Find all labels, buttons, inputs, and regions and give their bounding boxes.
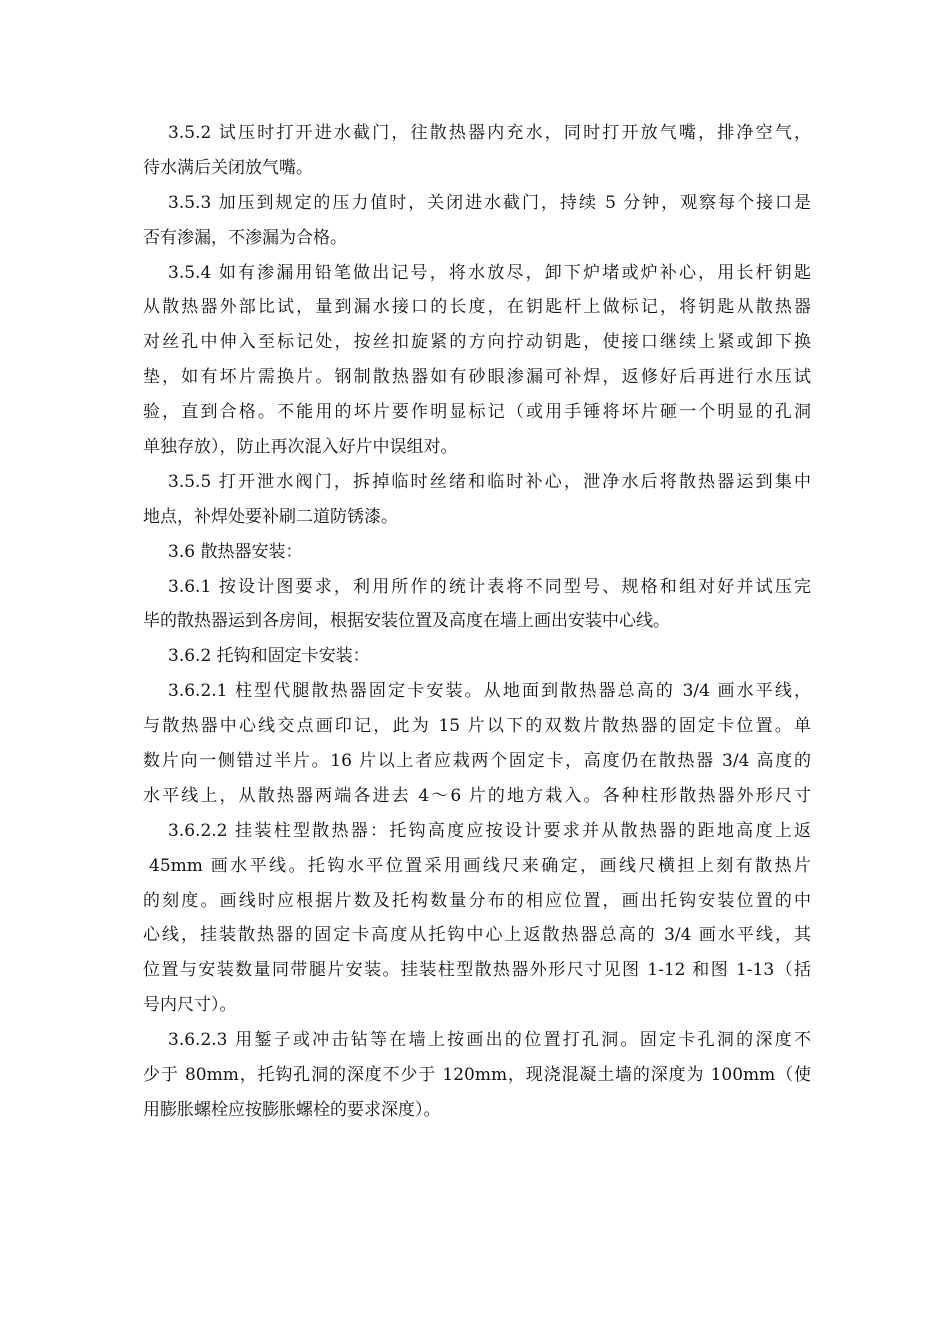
paragraph-3-5-4-line: 垫，如有坏片需换片。钢制散热器如有砂眼渗漏可补焊，返修好后再进行水压试	[143, 367, 811, 388]
paragraph-3-5-3-line: 3.5.3 加压到规定的压力值时，关闭进水截门，持续 5 分钟，观察每个接口是	[168, 192, 811, 213]
paragraph-3-5-2-line: 3.5.2 试压时打开进水截门，往散热器内充水，同时打开放气嘴，排净空气，	[168, 123, 811, 143]
paragraph-3-5-4-line: 单独存放），防止再次混入好片中误组对。	[143, 437, 458, 458]
paragraph-3-5-3-line: 否有渗漏，不渗漏为合格。	[143, 227, 347, 248]
paragraph-3-5-4-line: 验，直到合格。不能用的坏片要作明显标记（或用手锤将坏片砸一个明显的孔洞	[143, 402, 811, 423]
paragraph-3-5-4-line: 对丝孔中伸入至标记处，按丝扣旋紧的方向拧动钥匙，使接口继续上紧或卸下换	[143, 332, 811, 353]
paragraph-3-6-2-1-line: 与散热器中心线交点画印记，此为 15 片以下的双数片散热器的固定卡位置。单	[143, 716, 811, 737]
paragraph-3-6-2-1-line: 水平线上，从散热器两端各进去 4～6 片的地方栽入。各种柱形散热器外形尺寸	[143, 785, 811, 806]
paragraph-3-6-2-3-line: 3.6.2.3 用錾子或冲击钻等在墙上按画出的位置打孔洞。固定卡孔洞的深度不	[168, 1030, 811, 1051]
paragraph-3-6-2-3-line: 少于 80mm，托钩孔洞的深度不少于 120mm，现浇混凝土墙的深度为 100mm（使	[143, 1065, 811, 1086]
section-heading-3-6-2: 3.6.2 托钩和固定卡安装：	[168, 646, 370, 667]
paragraph-3-6-1-line: 毕的散热器运到各房间，根据安装位置及高度在墙上画出安装中心线。	[143, 611, 670, 632]
paragraph-3-6-1-line: 3.6.1 按设计图要求，利用所作的统计表将不同型号、规格和组对好并试压完	[168, 576, 811, 597]
paragraph-3-6-2-2-line: 的刻度。画线时应根据片数及托构数量分布的相应位置，画出托钩安装位置的中	[143, 890, 811, 911]
paragraph-3-6-2-2-line: 心线，挂装散热器的固定卡高度从托钩中心上返散热器总高的 3/4 画水平线，其	[143, 925, 811, 946]
paragraph-3-6-2-3-line: 用膨胀螺栓应按膨胀螺栓的要求深度）。	[143, 1099, 441, 1120]
paragraph-3-6-2-2-line: 3.6.2.2 挂装柱型散热器：托钩高度应按设计要求并从散热器的距地高度上返	[168, 820, 811, 841]
paragraph-3-5-4-line: 从散热器外部比试，量到漏水接口的长度，在钥匙杆上做标记，将钥匙从散热器	[143, 297, 811, 318]
paragraph-3-5-4-line: 3.5.4 如有渗漏用铅笔做出记号，将水放尽，卸下炉堵或炉补心，用长杆钥匙	[168, 262, 811, 283]
paragraph-3-5-5-line: 地点，补焊处要补刷二道防锈漆。	[143, 506, 398, 527]
paragraph-3-5-2-line: 待水满后关闭放气嘴。	[143, 157, 313, 178]
paragraph-3-6-2-1-line: 3.6.2.1 柱型代腿散热器固定卡安装。从地面到散热器总高的 3/4 画水平线，	[168, 681, 811, 702]
section-heading-3-6: 3.6 散热器安装：	[168, 541, 303, 562]
paragraph-3-6-2-2-line: 45mm 画水平线。托钩水平位置采用画线尺来确定，画线尺横担上刻有散热片	[149, 855, 811, 876]
paragraph-3-6-2-2-line: 号内尺寸）。	[143, 995, 237, 1016]
paragraph-3-6-2-1-line: 数片向一侧错过半片。16 片以上者应栽两个固定卡，高度仍在散热器 3/4 高度的	[143, 751, 811, 772]
document-body	[143, 116, 811, 1128]
paragraph-3-6-2-2-line: 位置与安装数量同带腿片安装。挂装柱型散热器外形尺寸见图 1-12 和图 1-13（括	[143, 960, 811, 981]
paragraph-3-5-5-line: 3.5.5 打开泄水阀门，拆掉临时丝绪和临时补心，泄净水后将散热器运到集中	[168, 471, 811, 492]
